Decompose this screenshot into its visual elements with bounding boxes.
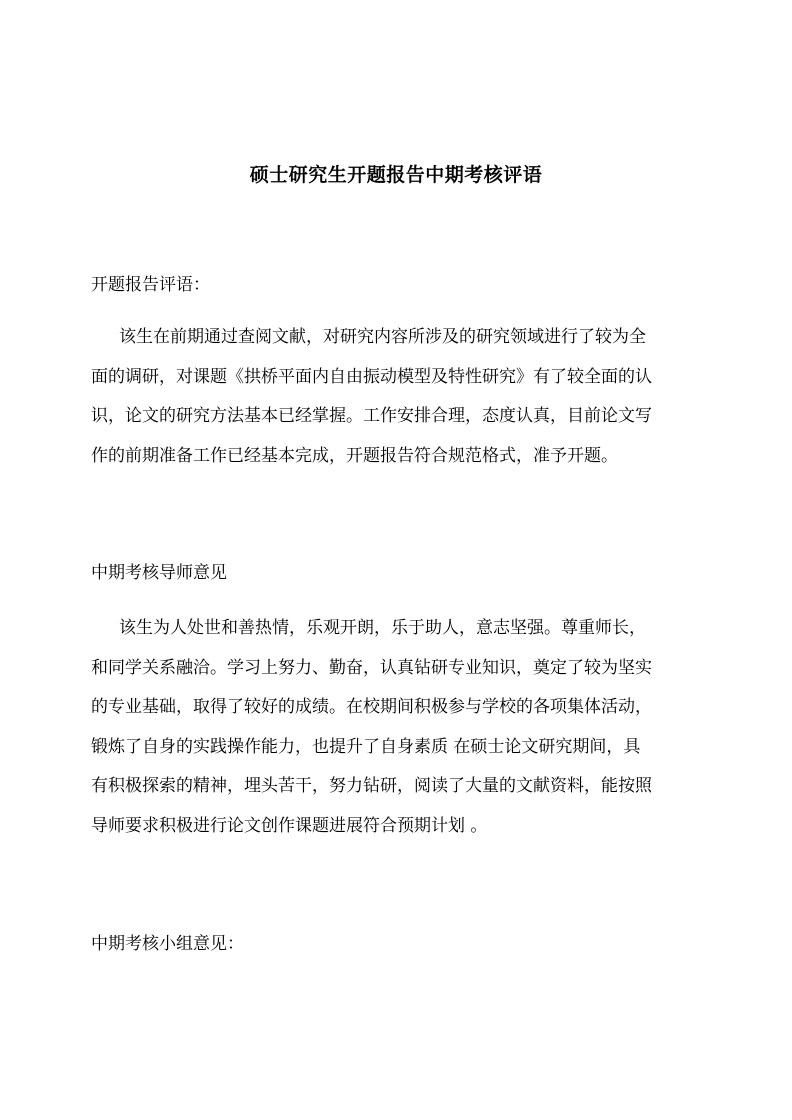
section-heading-panel-opinion: 中期考核小组意见： <box>91 934 244 954</box>
paragraph-line: 有积极探索的精神，埋头苦干，努力钻研，阅读了大量的文献资料，能按照 <box>91 776 652 797</box>
paragraph-line: 的专业基础，取得了较好的成绩。在校期间积极参与学校的各项集体活动， <box>91 697 652 718</box>
paragraph-line: 面的调研，对课题《拱桥平面内自由振动模型及特性研究》有了较全面的认 <box>91 366 652 387</box>
paragraph-line: 作的前期准备工作已经基本完成，开题报告符合规范格式，准予开题。 <box>91 445 618 466</box>
section-heading-advisor-opinion: 中期考核导师意见 <box>91 563 227 583</box>
document-title: 硕士研究生开题报告中期考核评语 <box>249 164 543 186</box>
paragraph-line: 导师要求积极进行论文创作课题进展符合预期计划 。 <box>91 815 488 836</box>
section-heading-proposal-review: 开题报告评语： <box>91 275 210 295</box>
paragraph-line: 识，论文的研究方法基本已经掌握。工作安排合理，态度认真，目前论文写 <box>91 406 652 427</box>
paragraph-line: 和同学关系融洽。学习上努力、勤奋，认真钻研专业知识，奠定了较为坚实 <box>91 657 652 678</box>
proposal-review-paragraph <box>91 318 711 476</box>
paragraph-line: 该生在前期通过查阅文献，对研究内容所涉及的研究领域进行了较为全 <box>119 327 646 347</box>
paragraph-line: 该生为人处世和善热情，乐观开朗，乐于助人，意志坚强。尊重师长， <box>119 618 646 638</box>
paragraph-line: 锻炼了自身的实践操作能力，也提升了自身素质 在硕士论文研究期间，具 <box>91 736 641 757</box>
advisor-opinion-paragraph <box>91 609 711 847</box>
